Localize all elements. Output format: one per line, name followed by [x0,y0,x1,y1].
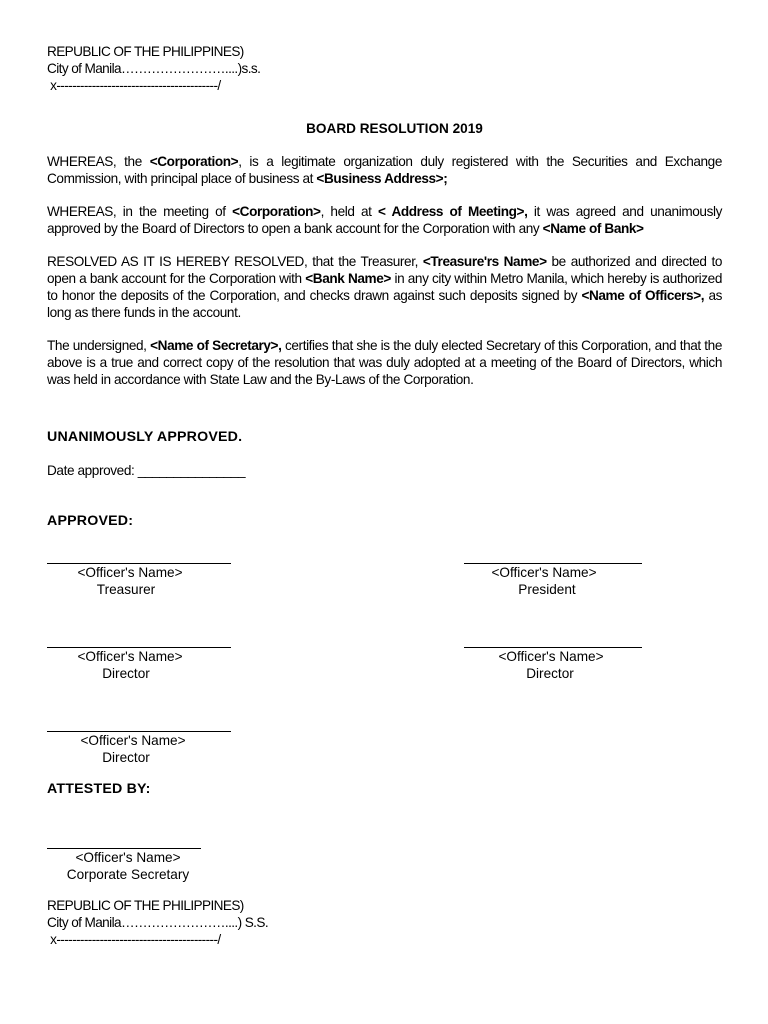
signature-block-director-3 [47,714,231,766]
signature-block-secretary [47,831,201,883]
approved-heading: APPROVED: [47,513,134,529]
whereas-paragraph-1: WHEREAS, the <Corporation>, is a legitimate organization duly registered with the Securities and Exchange Commission, with principal place of business at <Business Address>; [47,154,723,186]
signature-block-treasurer [47,546,231,598]
unanimously-approved-heading: UNANIMOUSLY APPROVED. [47,429,243,445]
document-title: BOARD RESOLUTION 2019 [306,121,483,136]
signatory-name: <Officer's Name> [77,565,183,580]
venue-republic: REPUBLIC OF THE PHILIPPINES) [47,898,244,913]
signatory-role: Director [526,666,574,681]
signature-line [47,831,201,849]
resolved-paragraph: RESOLVED AS IT IS HEREBY RESOLVED, that the Treasurer, <Treasure'rs Name> be authorized and directed to open a bank account for the Corporation with <Bank Name> in any city within Metro Manila, which hereby is authorized to honor the deposits of the Corporation, and checks drawn against such deposits signed by <Name of Officers>, as long as there funds in the account. [47,254,723,320]
signature-block-president [464,546,642,598]
signatory-name: <Officer's Name> [491,565,597,580]
signature-line [464,546,642,564]
venue-city: City of Manila……………………....) S.S. [47,915,268,930]
date-approved-line: Date approved: _______________ [47,463,246,478]
signature-line [47,630,231,648]
venue-divider: x-----------------------------------------/ [47,78,221,93]
document-page [47,43,722,404]
signatory-name: <Officer's Name> [80,733,186,748]
whereas-paragraph-2: WHEREAS, in the meeting of <Corporation>, held at < Address of Meeting>, it was agreed and unanimously approved by the Board of Directors to open a bank account for the Corporation with any <Name of Bank> [47,204,722,236]
attested-by-heading: ATTESTED BY: [47,781,151,797]
signature-block-director-2 [464,630,642,682]
signatory-name: <Officer's Name> [77,649,183,664]
signature-block-director-1 [47,630,231,682]
signatory-role: Corporate Secretary [66,867,190,882]
venue-header-bottom [47,897,268,948]
signatory-role: Director [102,666,150,681]
signatory-role: Director [102,750,150,765]
certification-paragraph: The undersigned, <Name of Secretary>, certifies that she is the duly elected Secretary of this Corporation, and that the above is a true and correct copy of the resolution that was duly adopted at a meeting of the Board of Directors, which was held in accordance with State Law and the By-Laws of the Corporation. [47,338,722,387]
signature-line [464,630,642,648]
signatory-role: President [518,582,576,597]
signature-line [47,714,231,732]
signatory-role: Treasurer [96,582,156,597]
venue-header-top [47,43,722,94]
venue-city: City of Manila……………………....)s.s. [47,61,261,76]
signatory-name: <Officer's Name> [498,649,604,664]
signatory-name: <Officer's Name> [75,850,181,865]
venue-divider: x-----------------------------------------/ [47,932,221,947]
venue-republic: REPUBLIC OF THE PHILIPPINES) [47,44,244,59]
signature-line [47,546,231,564]
